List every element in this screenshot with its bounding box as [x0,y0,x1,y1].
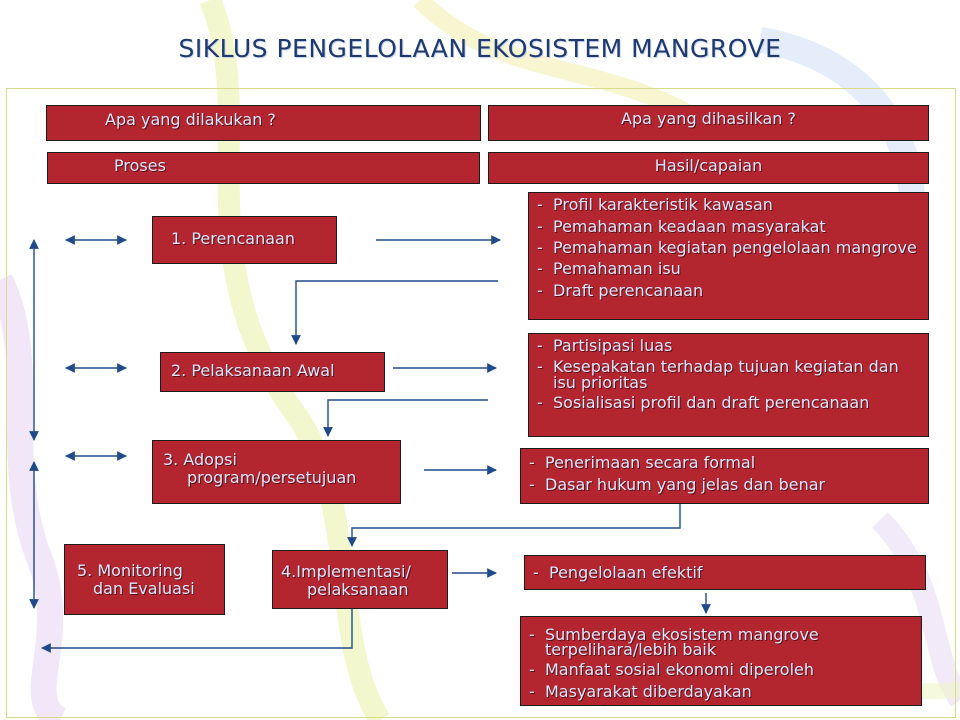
bullet: - [529,682,535,701]
step-3-line-2: program/persetujuan [187,468,357,487]
result-item-text: Sumberdaya ekosistem mangrove terpelihara/lebih baik [545,625,819,659]
header-right-label-text: Hasil/capaian [654,156,763,175]
result-item-text: Pemahaman isu [553,259,681,278]
result-item-text: Profil karakteristik kawasan [553,195,773,214]
bullet: - [537,238,543,257]
arrow-to-monitoring [42,609,352,648]
result-item-text: Dasar hukum yang jelas dan benar [545,475,826,494]
result-item-text: Partisipasi luas [553,336,673,355]
arrow-to-step3 [328,400,488,436]
step-4-line-2: pelaksanaan [307,580,409,599]
step-2-label: 2. Pelaksanaan Awal [171,361,335,380]
header-right-question-text: Apa yang dihasilkan ? [621,109,796,128]
result-item-text: Draft perencanaan [553,281,704,300]
bullet: - [529,453,535,472]
bullet: - [537,217,543,236]
result-item-text: Masyarakat diberdayakan [545,682,752,701]
result-item-text: Pemahaman keadaan masyarakat [553,217,826,236]
bullet: - [529,660,535,679]
result-item-text: Pemahaman kegiatan pengelolaan mangrove [553,238,917,257]
bullet: - [529,625,535,644]
header-left-label-text: Proses [114,156,166,175]
bullet: - [537,281,543,300]
arrow-to-step4 [352,504,680,546]
bullet: - [529,475,535,494]
arrow-to-step2 [296,281,498,344]
result-item-text: Pengelolaan efektif [549,563,703,582]
result-item-text: Sosialisasi profil dan draft perencanaan [553,393,870,412]
result-item-text: Kesepakatan terhadap tujuan kegiatan dan isu prioritas [553,357,899,392]
bullet: - [537,195,543,214]
result-item-text: Manfaat sosial ekonomi diperoleh [545,660,815,679]
header-left-question-text: Apa yang dilakukan ? [105,110,276,129]
step-5-line-2: dan Evaluasi [93,579,195,598]
slide-title: SIKLUS PENGELOLAAN EKOSISTEM MANGROVE [178,34,782,63]
step-5-line-1: 5. Monitoring [77,561,183,580]
bullet: - [537,336,543,355]
bullet: - [537,357,543,376]
bullet: - [533,563,539,582]
result-item-text: Penerimaan secara formal [545,453,756,472]
step-1-label: 1. Perencanaan [171,229,295,248]
step-4-line-1: 4.Implementasi/ [281,562,411,581]
step-3-line-1: 3. Adopsi [163,450,237,469]
bullet: - [537,259,543,278]
bullet: - [537,393,543,412]
